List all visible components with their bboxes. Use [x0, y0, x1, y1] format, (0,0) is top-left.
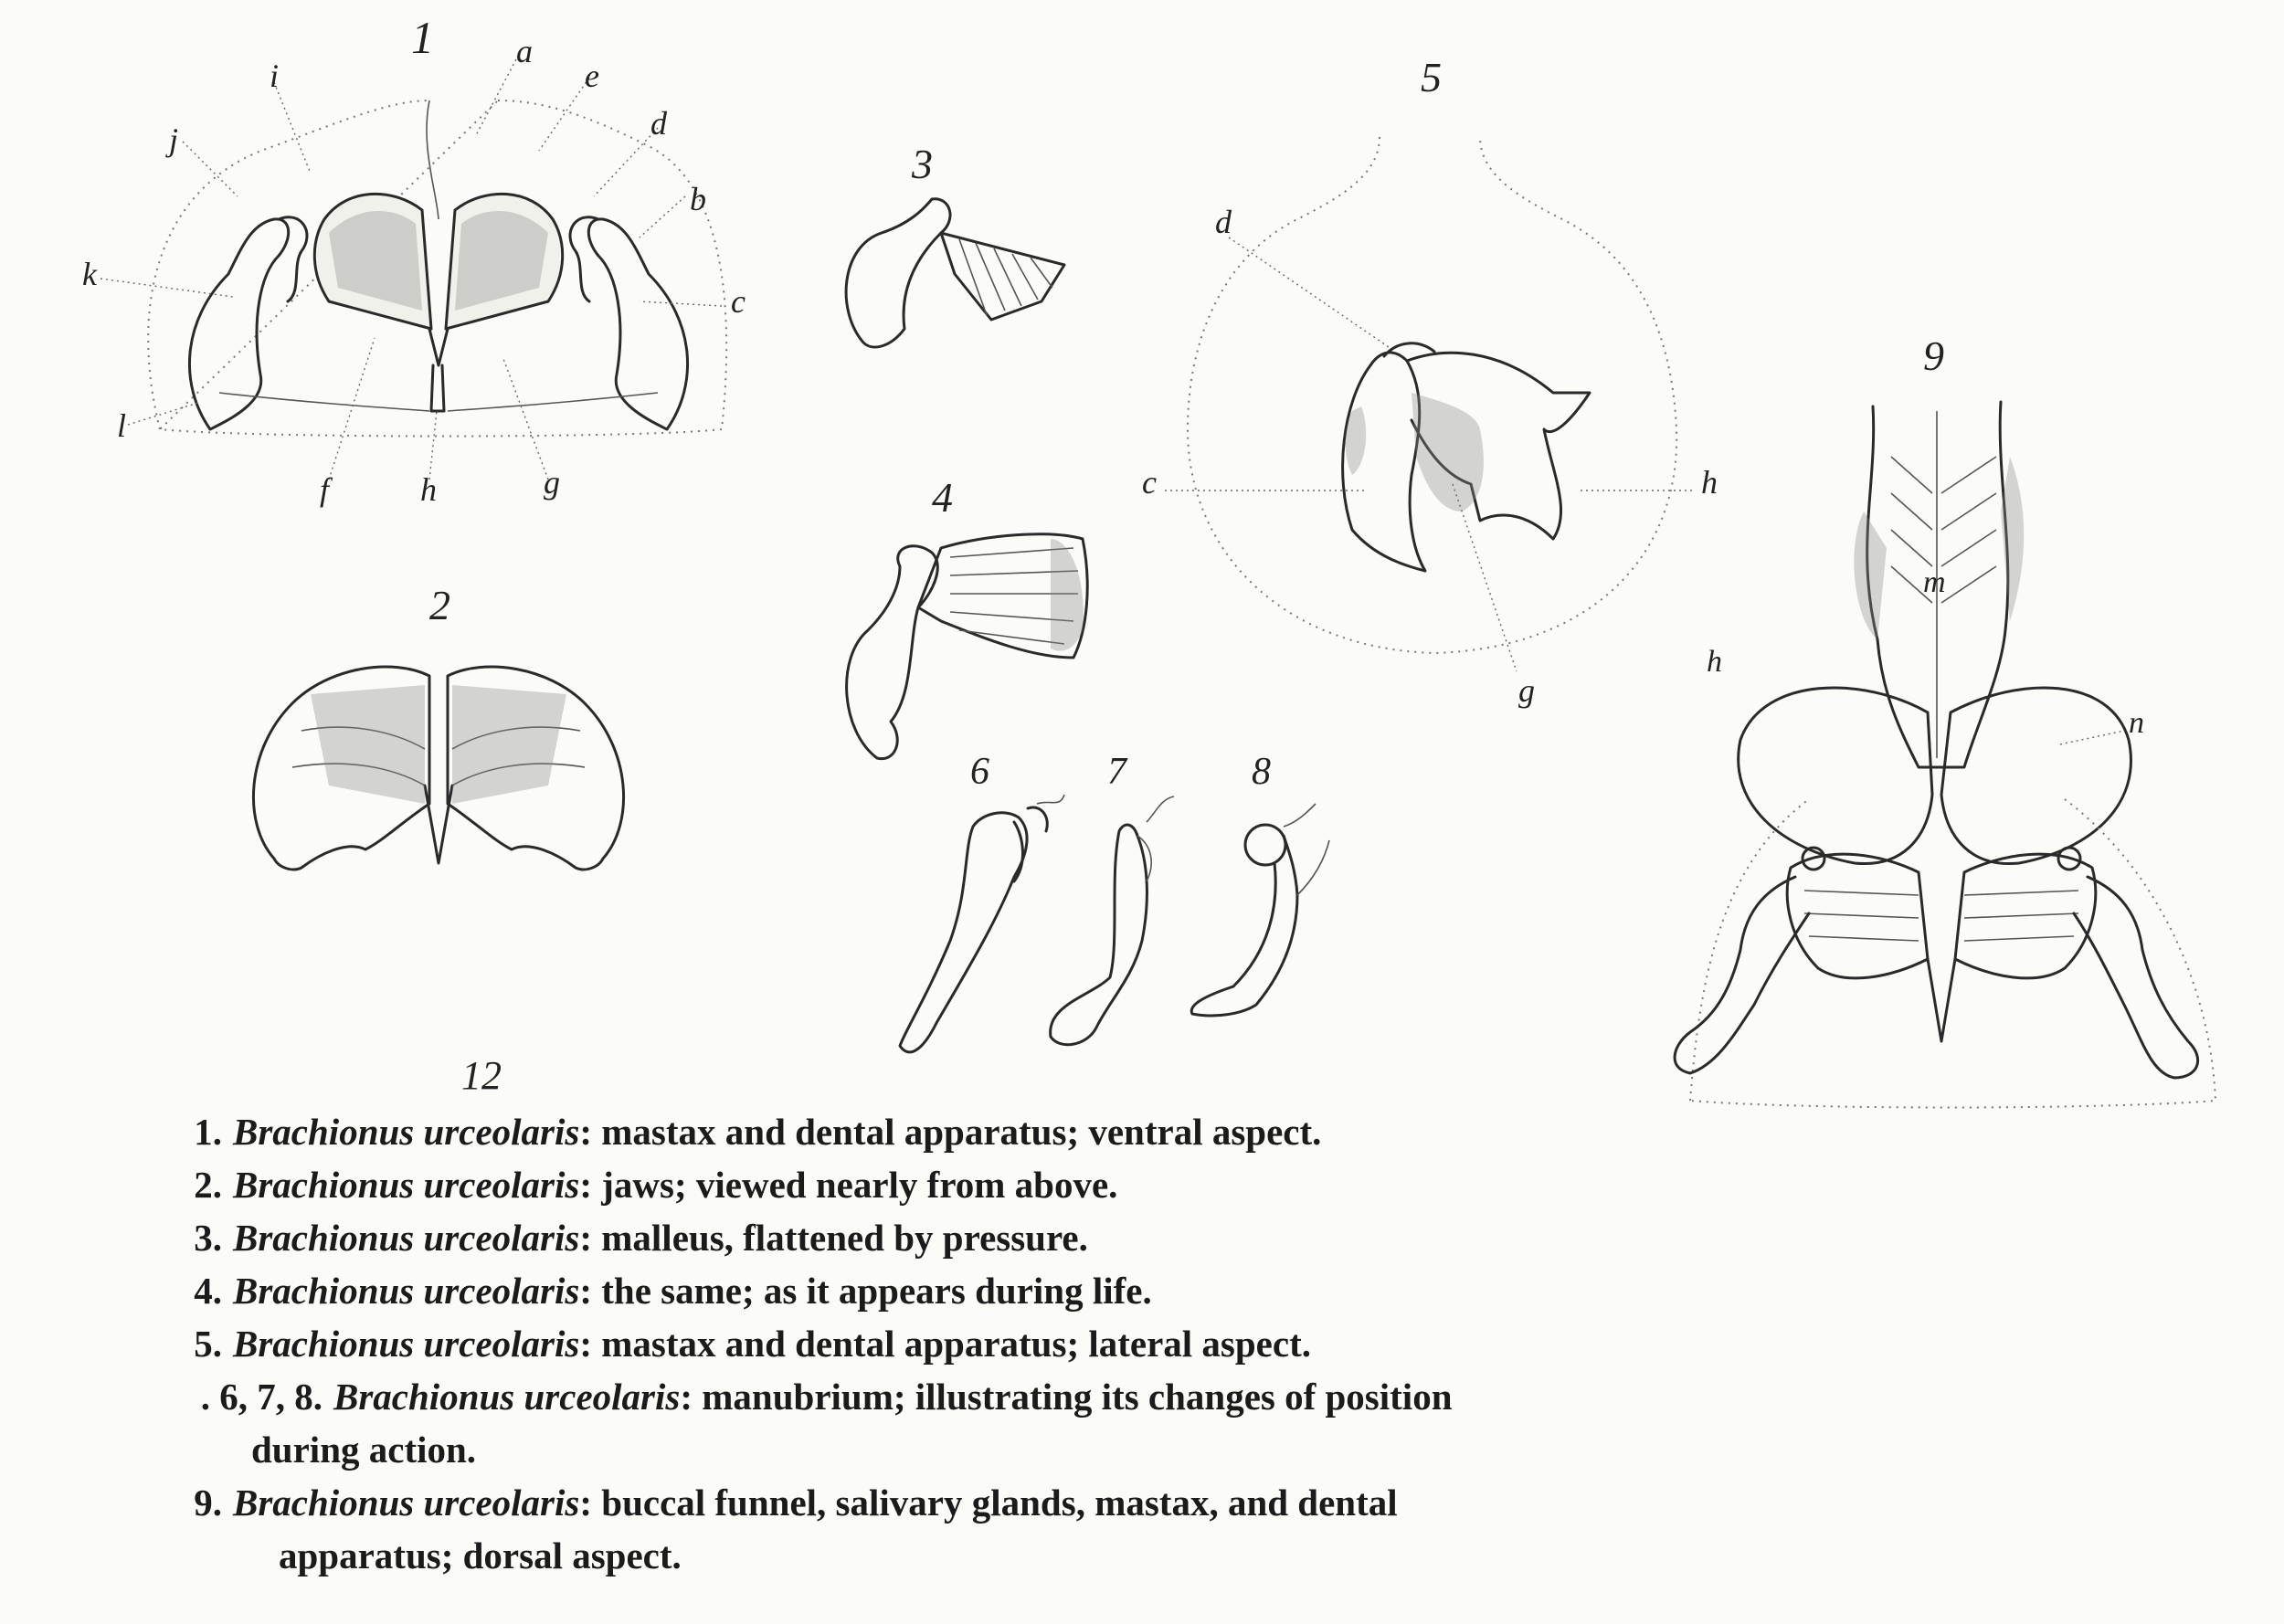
- caption-text-continued: apparatus; dorsal aspect.: [279, 1534, 682, 1577]
- caption-species: Brachionus urceolaris: [233, 1217, 580, 1259]
- fig8-number: 8: [1252, 751, 1271, 793]
- fig9-number: 9: [1923, 332, 1944, 379]
- fig1-label-i: i: [270, 58, 280, 94]
- caption-species: Brachionus urceolaris: [233, 1482, 580, 1524]
- caption-number: 3.: [194, 1217, 222, 1259]
- fig1-label-h: h: [420, 471, 437, 508]
- caption-text-continued: during action.: [251, 1429, 477, 1471]
- figure-8: [1191, 751, 1329, 1016]
- fig1-label-b: b: [690, 181, 706, 217]
- caption-text: : malleus, flattened by pressure.: [579, 1217, 1088, 1259]
- fig1-label-c: c: [731, 283, 745, 320]
- caption-text: : manubrium; illustrating its changes of position: [680, 1376, 1453, 1418]
- caption-number: . 6, 7, 8.: [200, 1376, 323, 1418]
- caption-text: : jaws; viewed nearly from above.: [579, 1164, 1118, 1206]
- fig9-labels: [1707, 565, 2144, 744]
- caption-number: 9.: [194, 1482, 222, 1524]
- fig1-label-a: a: [516, 33, 533, 69]
- fig9-label-h: h: [1707, 645, 1722, 679]
- caption-2: [160, 1158, 1695, 1211]
- caption-list: [160, 1105, 1695, 1582]
- caption-3: [160, 1211, 1695, 1264]
- fig1-label-e: e: [585, 58, 599, 94]
- fig7-number: 7: [1107, 751, 1126, 793]
- figure-5: [1142, 54, 1718, 709]
- caption-species: Brachionus urceolaris: [233, 1111, 580, 1153]
- figure-1: [82, 12, 745, 508]
- fig2-number: 2: [429, 582, 450, 628]
- figure-4: [847, 474, 1088, 759]
- caption-4: [160, 1264, 1695, 1317]
- caption-5: [160, 1317, 1695, 1370]
- caption-number: 2.: [194, 1164, 222, 1206]
- fig1-number: 1: [411, 12, 434, 63]
- caption-number: 1.: [194, 1111, 222, 1153]
- fig1-label-l: l: [117, 407, 127, 444]
- figure-7: [1051, 751, 1174, 1045]
- caption-9: [160, 1476, 1695, 1582]
- figure-2: [253, 582, 623, 870]
- fig5-label-h: h: [1701, 464, 1718, 501]
- fig1-label-j: j: [169, 121, 179, 158]
- fig4-number: 4: [932, 474, 953, 521]
- fig9-label-m: m: [1923, 565, 1946, 599]
- fig5-label-c: c: [1142, 464, 1157, 501]
- caption-species: Brachionus urceolaris: [233, 1323, 580, 1365]
- fig1-label-d: d: [650, 105, 667, 142]
- fig9-label-n: n: [2129, 706, 2144, 740]
- caption-text: : the same; as it appears during life.: [579, 1270, 1152, 1312]
- caption-text: : buccal funnel, salivary glands, mastax, and dental: [579, 1482, 1398, 1524]
- caption-text: : mastax and dental apparatus; lateral aspect.: [579, 1323, 1311, 1365]
- figure-3: [846, 141, 1064, 347]
- caption-species: Brachionus urceolaris: [333, 1376, 681, 1418]
- fig5-label-g: g: [1518, 672, 1535, 709]
- figure-6: [900, 751, 1064, 1052]
- fig6-number: 6: [970, 751, 989, 793]
- fig5-number: 5: [1421, 54, 1442, 100]
- figure-9: [1675, 332, 2215, 1108]
- caption-species: Brachionus urceolaris: [233, 1270, 580, 1312]
- fig5-label-d: d: [1215, 204, 1232, 240]
- fig1-label-f: f: [320, 471, 330, 508]
- caption-number: 4.: [194, 1270, 222, 1312]
- caption-species: Brachionus urceolaris: [233, 1164, 580, 1206]
- fig3-number: 3: [912, 141, 933, 187]
- fig1-label-k: k: [82, 256, 97, 292]
- plate-number: 12: [461, 1053, 502, 1098]
- caption-1: [160, 1105, 1695, 1158]
- caption-6-7-8: [160, 1370, 1695, 1476]
- fig1-label-g: g: [544, 464, 560, 501]
- caption-number: 5.: [194, 1323, 222, 1365]
- caption-text: : mastax and dental apparatus; ventral aspect.: [579, 1111, 1322, 1153]
